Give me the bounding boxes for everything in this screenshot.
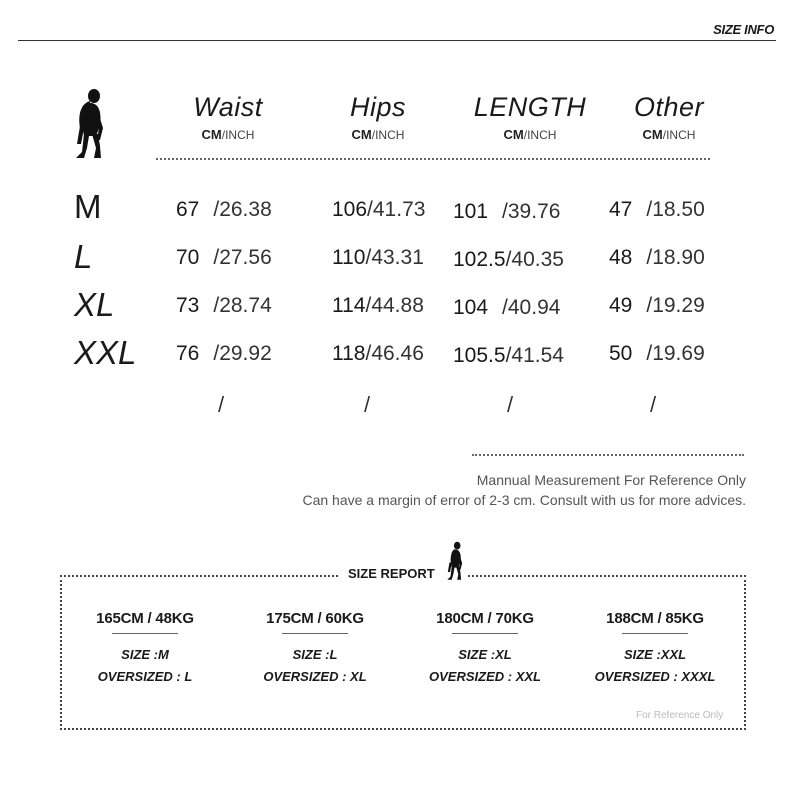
- inch-value: /44.88: [365, 294, 424, 317]
- size-report-item: [410, 610, 560, 688]
- size-report-item: [70, 610, 220, 688]
- recommended-size: SIZE :L: [292, 647, 338, 662]
- unit-inch: /INCH: [221, 128, 255, 142]
- unit-cm: CM: [503, 127, 524, 142]
- cm-value: 106: [332, 198, 368, 221]
- oversized-size: OVERSIZED : L: [97, 669, 193, 684]
- table-cell: [176, 246, 272, 270]
- size-label-m: M: [74, 188, 102, 225]
- empty-cell-slash: /: [364, 392, 371, 417]
- gorilla-small-icon: [444, 540, 466, 582]
- unit-inch: /INCH: [371, 128, 405, 142]
- cm-value: 105.5: [453, 344, 506, 367]
- cm-value: 76: [176, 342, 200, 365]
- table-cell: [332, 342, 424, 366]
- header-divider: [18, 40, 776, 41]
- size-report-item: [240, 610, 390, 688]
- cm-value: 110: [332, 246, 366, 269]
- table-cell: [453, 296, 560, 320]
- inch-value: /27.56: [213, 246, 272, 269]
- cm-value: 73: [176, 294, 200, 317]
- cm-value: 70: [176, 246, 200, 269]
- height-weight: 165CM / 48KG: [96, 610, 194, 627]
- unit-cm: CM: [642, 127, 663, 142]
- oversized-size: OVERSIZED : XL: [263, 669, 367, 684]
- table-cell: [609, 342, 705, 366]
- column-name: Other: [633, 92, 705, 122]
- table-cell: [176, 294, 272, 318]
- inch-value: /41.54: [505, 344, 564, 367]
- table-cell: [176, 198, 272, 222]
- size-report-item: [580, 610, 730, 688]
- inch-value: /18.50: [646, 198, 705, 221]
- table-cell: [609, 198, 705, 222]
- table-cell: [332, 198, 425, 222]
- column-name: Hips: [349, 92, 406, 122]
- inch-value: /40.35: [505, 248, 564, 271]
- page-title: SIZE INFO: [713, 22, 774, 37]
- cm-value: 49: [609, 294, 633, 317]
- inch-value: /28.74: [213, 294, 272, 317]
- cm-value: 67: [176, 198, 200, 221]
- header-dotted-divider: [156, 158, 710, 160]
- size-label-xxl: XXL: [74, 334, 137, 371]
- column-header-other: [599, 92, 739, 142]
- inch-value: /40.94: [502, 296, 561, 319]
- notes-dotted-divider: [472, 454, 744, 456]
- inch-value: /18.90: [646, 246, 705, 269]
- note-line-2: Can have a margin of error of 2-3 cm. Consult with us for more advices.: [302, 492, 746, 508]
- cm-value: 50: [609, 342, 633, 365]
- inch-value: /39.76: [502, 200, 561, 223]
- gorilla-figure-icon: [70, 88, 110, 160]
- height-weight: 188CM / 85KG: [606, 610, 704, 627]
- oversized-size: OVERSIZED : XXL: [429, 669, 541, 684]
- unit-cm: CM: [201, 127, 222, 142]
- note-line-1: Mannual Measurement For Reference Only: [476, 472, 746, 488]
- inch-value: /29.92: [213, 342, 272, 365]
- empty-cell-slash: /: [507, 392, 514, 417]
- unit-inch: /INCH: [523, 128, 557, 142]
- column-header-hips: [308, 92, 448, 142]
- column-name: Waist: [193, 92, 263, 122]
- inch-value: /41.73: [367, 198, 426, 221]
- table-cell: [176, 342, 272, 366]
- height-weight: 180CM / 70KG: [436, 610, 534, 627]
- oversized-size: OVERSIZED : XXXL: [594, 669, 716, 684]
- cm-value: 104: [453, 296, 489, 319]
- recommended-size: SIZE :M: [121, 647, 169, 662]
- size-report-title: SIZE REPORT: [340, 566, 443, 581]
- empty-cell-slash: /: [218, 392, 225, 417]
- cm-value: 47: [609, 198, 633, 221]
- empty-cell-slash: /: [650, 392, 657, 417]
- reference-footnote: For Reference Only: [636, 710, 724, 721]
- table-cell: [332, 246, 424, 270]
- cm-value: 48: [609, 246, 633, 269]
- inch-value: /19.29: [646, 294, 705, 317]
- item-divider: [282, 633, 348, 634]
- item-divider: [452, 633, 518, 634]
- size-label-xl: XL: [74, 286, 115, 323]
- cm-value: 102.5: [453, 248, 506, 271]
- item-divider: [622, 633, 688, 634]
- column-header-length: [460, 92, 600, 142]
- inch-value: /19.69: [646, 342, 705, 365]
- column-header-waist: [158, 92, 298, 142]
- column-name: LENGTH: [473, 92, 587, 122]
- item-divider: [112, 633, 178, 634]
- table-cell: [453, 200, 560, 224]
- unit-cm: CM: [351, 127, 372, 142]
- table-cell: [609, 246, 705, 270]
- height-weight: 175CM / 60KG: [266, 610, 364, 627]
- cm-value: 114: [332, 294, 366, 317]
- recommended-size: SIZE :XXL: [623, 647, 687, 662]
- table-cell: [609, 294, 705, 318]
- recommended-size: SIZE :XL: [458, 647, 512, 662]
- cm-value: 118: [332, 342, 366, 365]
- cm-value: 101: [453, 200, 489, 223]
- size-label-l: L: [74, 238, 93, 275]
- unit-inch: /INCH: [662, 128, 696, 142]
- measurement-note: [302, 470, 746, 510]
- inch-value: /26.38: [213, 198, 272, 221]
- inch-value: /43.31: [365, 246, 424, 269]
- table-cell: [332, 294, 424, 318]
- table-cell: [453, 248, 564, 272]
- inch-value: /46.46: [365, 342, 424, 365]
- table-cell: [453, 344, 564, 368]
